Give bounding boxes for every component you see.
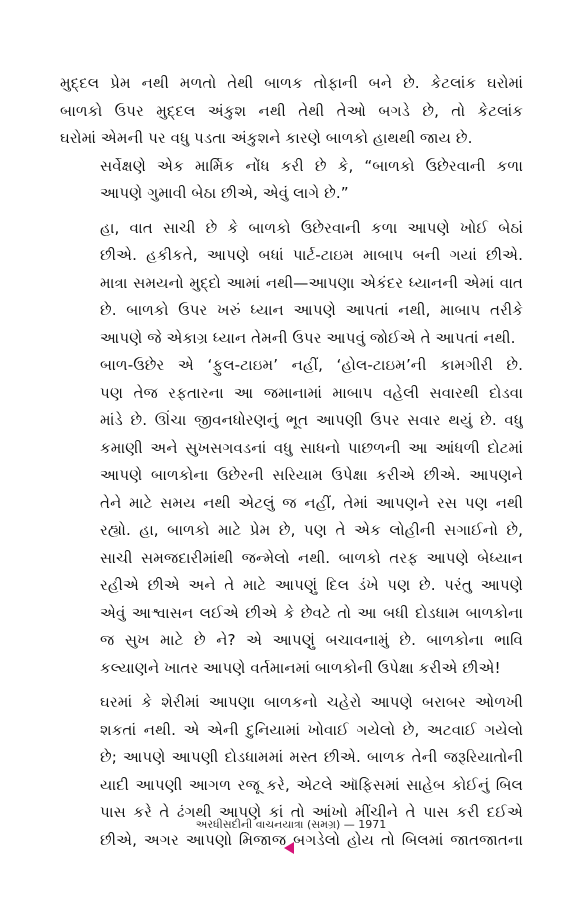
text-line: રહીએ છીએ અને તે માટે આપણું દિલ ડંખે પણ છે. પરંતુ આપણે [100,576,523,594]
page-body [60,70,523,854]
page-footer: અરધીસદીની વાચનયાત્રા (સમગ્ર) — 1971 [195,818,387,831]
paragraph-3 [60,215,523,353]
text-line: પાસ કરે તે ઢંગથી આપણે કાં તો આંખો મીંચીને તે પાસ કરી દઈએ [100,803,523,821]
text-line: માત્રા સમયનો મુદ્દો આમાં નથી—આપણા એકંદર ધ્યાનની એમાં વાત [100,273,523,292]
text-line: રહ્યો. હા, બાળકો માટે પ્રેમ છે, પણ તે એક લોહીની સગાઈનો છે, [100,521,523,539]
text-line: યાદી આપણી આગળ રજૂ કરે, એટલે ઑફિસમાં સાહેબ કોઈનું બિલ [100,775,523,794]
text-line: છીએ, અગર આપણો મિજાજ બગડેલો હોય તો બિલમાં જાતજાતના [100,830,523,849]
text-line: આપણે જે એકાગ્ર ધ્યાન તેમની ઉપર આપવું જોઈએ તે આપતાં નથી. [100,328,516,347]
text-line: છે. બાળકો ઉપર ખરું ધ્યાન આપણે આપતાં નથી, માબાપ તરીકે [100,301,523,319]
text-line: કલ્યાણને ખાતર આપણે વર્તમાનમાં બાળકોની ઉપેક્ષા કરીએ છીએ! [100,658,501,677]
text-line: ઘરોમાં એમની પર વધુ પડતા અંકુશને કારણે બાળકો હાથથી જાય છે. [60,129,473,147]
text-line: જ સુખ માટે છે ને? એ આપણું બચાવનામું છે. બાળકોના ભાવિ [100,631,523,649]
text-line: પણ તેજ રફતારના આ જમાનામાં માબાપ વહેલી સવારથી દોડવા [100,383,523,402]
text-line: ઘરમાં કે શેરીમાં આપણા બાળકનો ચહેરો આપણે બરાબર ઓળખી [100,693,523,711]
text-line: આપણે બાળકોના ઉછેરની સરિયામ ઉપેક્ષા કરીએ છીએ. આપણને [100,466,523,484]
text-line: આપણે ગુમાવી બેઠા છીએ, એવું લાગે છે.” [100,184,349,202]
paragraph-4 [60,352,523,682]
text-line: છીએ. હકીકતે, આપણે બધાં પાર્ટ-ટાઇમ માબાપ બની ગયાં છીએ. [100,246,523,264]
text-line: બાળકો ઉપર મુદ્દલ અંકુશ નથી તેથી તેઓ બગડે છે, તો કેટલાંક [60,101,523,120]
text-line: છે; આપણે આપણી દોડધામમાં મસ્ત છીએ. બાળક તેની જરૂરિયાતોની [100,748,523,766]
paragraph-1 [60,70,523,153]
text-line: માંડે છે. ઊંચા જીવનધોરણનું ભૂત આપણી ઉપર સવાર થયું છે. વધુ [100,411,523,429]
text-line: હા, વાત સાચી છે કે બાળકો ઉછેરવાની કળા આપણે ખોઈ બેઠાં [100,218,523,237]
text-line: મુદ્દલ પ્રેમ નથી મળતો તેથી બાળક તોફાની બને છે. કેટલાંક ઘરોમાં [60,74,523,92]
text-line: એવું આશ્વાસન લઈએ છીએ કે છેવટે તો આ બધી દોડધામ બાળકોના [100,603,523,622]
text-line: કમાણી અને સુખસગવડનાં વધુ સાધનો પાછળની આ આંધળી દોટમાં [100,438,523,457]
text-line: તેને માટે સમય નથી એટલું જ નહીં, તેમાં આપણને રસ પણ નથી [100,493,523,512]
left-triangle-icon[interactable] [284,842,294,854]
text-line: સાચી સમજદારીમાંથી જન્મેલો નથી. બાળકો તરફ આપણે બેધ્યાન [100,548,523,567]
text-line: સર્વેક્ષણે એક માર્મિક નોંધ કરી છે કે, “બાળકો ઉછેરવાની કળા [100,156,523,175]
text-line: શકતાં નથી. એ એની દુનિયામાં ખોવાઈ ગયેલો છે, અટવાઈ ગયેલો [100,720,523,739]
paragraph-2 [60,153,523,208]
text-line: બાળ-ઉછેર એ ‘ફુલ-ટાઇમ’ નહીં, ‘હોલ-ટાઇમ’ની કામગીરી છે. [100,356,523,374]
